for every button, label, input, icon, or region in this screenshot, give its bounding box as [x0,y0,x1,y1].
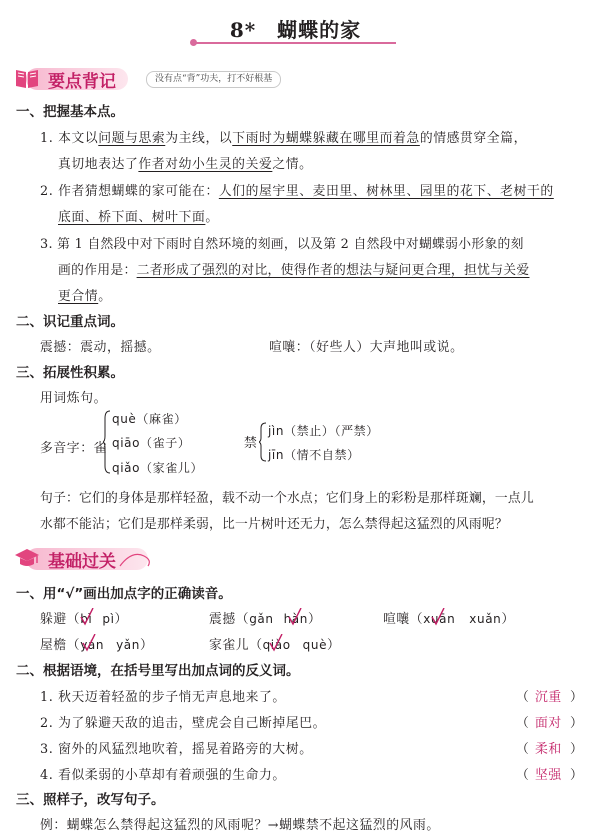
paren: ） [501,612,515,627]
pinyin-option: xuān [423,612,456,626]
heading-basic-points: 一、把握基本点。 [16,104,124,120]
q2-item-1: 1. 秋天迈着轻盈的步子悄无声息地来了。 [40,690,286,705]
sub-heading: 用词炼句。 [40,391,107,406]
q2-paren-open: （ [516,742,530,757]
check-mark-icon [288,608,302,628]
jin-reading-1: jìn（禁止）（严禁） [268,424,379,438]
paren: ） [114,612,128,627]
q2-paren-close: ） [570,742,584,757]
brace-jin [259,422,267,462]
polyphone-jin-label: 禁 [244,436,258,451]
pinyin-option: yǎn [116,638,140,652]
section-slogan: 没有点“背”功夫，打不好根基 [146,71,281,88]
pinyin-option: hàn [283,612,308,626]
option-correct [423,612,455,626]
title-underline [196,42,396,44]
sentence-line-1: 句子：它们的身体是那样轻盈，载不动一个水点；它们身上的彩粉是那样斑斓，一点儿 [40,491,534,506]
check-mark-icon [80,608,94,628]
option-correct [80,612,92,626]
word: 家雀儿（ [209,638,263,653]
check-mark-icon [82,634,96,654]
graduation-cap-icon [14,546,40,570]
q2-answer-4: 坚强 [535,768,562,783]
text: 画的作用是： [58,263,137,278]
check-mark-icon [431,608,445,628]
pinyin-option: xuǎn [469,612,502,626]
heading-extension: 三、拓展性积累。 [16,365,124,381]
q1-item-zhenhan [209,608,321,627]
q2-paren-close: ） [570,716,584,731]
pinyin-option: què [302,638,328,652]
q2-item-4: 4. 看似柔弱的小草却有着顽强的生命力。 [40,768,286,783]
answer-underlined: 作者对幼小生灵的关爱 [138,157,273,172]
answer-underlined: 二者形成了强烈的对比，使得作者的想法与疑问更合理，担忧与关爱 [136,263,530,278]
word: 屋檐（ [40,638,81,653]
answer-underlined: 更合情 [58,289,99,304]
point-3-line-3 [58,285,112,304]
q2-paren-open: （ [516,768,530,783]
paren: ） [307,612,322,627]
pinyin-option: gǎn [249,612,274,626]
section-banner-basic [0,546,300,572]
answer-underlined: 人们的屋宇里、麦田里、树林里、园里的花下、老树干的 [218,184,554,199]
point-2-line-2 [58,206,219,225]
swirl-decoration [118,546,158,572]
heading-q3: 三、照样子，改写句子。 [16,792,165,808]
q2-answer-3: 柔和 [535,742,562,757]
text: 的情感贯穿全篇， [419,131,527,146]
section-label: 基础过关 [48,552,116,572]
answer-underlined: 问题与思索 [98,131,166,146]
check-mark-icon [269,634,283,654]
text: 2. 作者猜想蝴蝶的家可能在： [40,184,219,199]
q3-example: 例：蝴蝶怎么禁得起这猛烈的风雨呢？→蝴蝶禁不起这猛烈的风雨。 [40,818,440,833]
q2-paren-close: ） [570,690,584,705]
point-1-line-1 [40,127,527,146]
word: 躲避（ [40,612,81,627]
word: 震撼（ [209,612,250,627]
q2-paren-close: ） [570,768,584,783]
book-icon [14,66,40,90]
section-label: 要点背记 [48,72,116,92]
q2-answer-2: 面对 [535,716,562,731]
option-correct [284,612,308,626]
word: 喧嚷（ [383,612,424,627]
q2-item-2: 2. 为了躲避天敌的追击，壁虎会自己断掉尾巴。 [40,716,327,731]
q2-paren-open: （ [516,716,530,731]
que-reading-2: qiāo（雀子） [112,436,191,450]
pinyin-option: qiǎo [262,638,291,652]
q2-paren-open: （ [516,690,530,705]
heading-key-words: 二、识记重点词。 [16,314,124,330]
q1-item-jiaqueer [209,634,340,653]
text: 真切地表达了 [58,157,139,172]
q2-item-3: 3. 窗外的风猛烈地吹着，摇晃着路旁的大树。 [40,742,313,757]
text: 。 [98,289,112,304]
paren: ） [139,638,154,653]
q2-answer-1: 沉重 [535,690,562,705]
word-def-xuanrang: 喧嚷：（好些人）大声地叫或说。 [269,340,464,355]
brace-que [103,410,111,474]
point-3-line-2 [58,259,530,278]
page-title: 8* 蝴蝶的家 [229,18,362,42]
option-correct [80,638,104,652]
pinyin-option: pì [102,612,115,626]
polyphone-label: 多音字：雀 [40,441,107,456]
que-reading-1: què（麻雀） [112,412,187,426]
section-banner-key-points [0,66,300,92]
heading-q2: 二、根据语境，在括号里写出加点词的反义词。 [16,663,300,679]
text: 之情。 [272,157,313,172]
text: 。 [205,210,219,225]
sentence-line-2: 水都不能沾；它们是那样柔弱，比一片树叶还无力，怎么禁得起这猛烈的风雨呢？ [40,517,508,532]
q1-item-wuyan [40,634,153,653]
point-3-line-1: 3. 第 1 自然段中对下雨时自然环境的刻画，以及第 2 自然段中对蝴蝶弱小形象的刻 [40,237,524,252]
pinyin-option: bì [80,612,93,626]
heading-q1: 一、用“√”画出加点字的正确读音。 [16,586,232,602]
paren: ） [327,638,341,653]
word-def-zhenhan: 震撼：震动，摇撼。 [40,340,161,355]
point-2-line-1 [40,180,554,199]
text: 1. 本文以 [40,131,99,146]
q1-item-duobi [40,608,128,627]
option-correct [263,638,291,652]
answer-underlined: 底面、桥下面、树叶下面 [58,210,206,225]
point-1-line-2 [58,153,313,172]
text: 为主线，以 [165,131,233,146]
answer-underlined: 下雨时为蝴蝶躲藏在哪里而着急 [232,131,420,146]
jin-reading-2: jīn（情不自禁） [268,448,360,462]
pinyin-option: yán [80,638,105,652]
que-reading-3: qiǎo（家雀儿） [112,461,204,475]
q1-item-xuanrang [383,608,515,627]
